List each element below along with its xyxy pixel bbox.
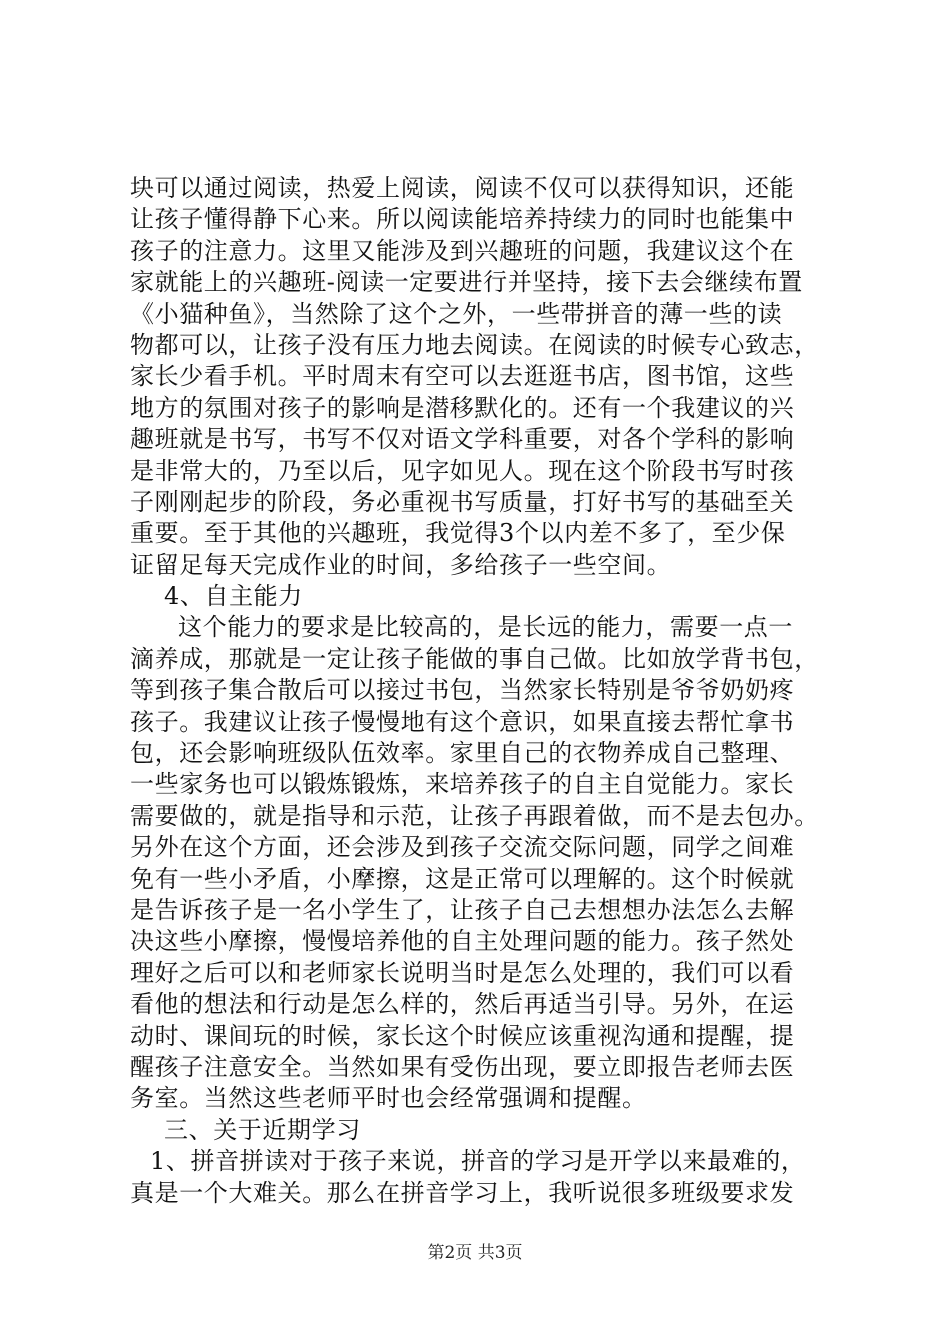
text-line: 家就能上的兴趣班-阅读一定要进行并坚持，接下去会继续布置: [130, 268, 803, 297]
text-line: 这个能力的要求是比较高的，是长远的能力，需要一点一: [178, 613, 793, 642]
text-line: 证留足每天完成作业的时间，多给孩子一些空间。: [130, 550, 672, 579]
text-line: 家长少看手机。平时周末有空可以去逛逛书店，图书馆，这些: [130, 362, 795, 391]
text-line: 地方的氛围对孩子的影响是潜移默化的。还有一个我建议的兴: [130, 393, 795, 422]
text-line: 孩子。我建议让孩子慢慢地有这个意识，如果直接去帮忙拿书: [130, 707, 795, 736]
text-line: 务室。当然这些老师平时也会经常强调和提醒。: [130, 1084, 647, 1113]
text-line: 包，还会影响班级队伍效率。家里自己的衣物养成自己整理、: [130, 739, 795, 768]
text-line: 另外在这个方面，还会涉及到孩子交流交际问题，同学之间难: [130, 833, 795, 862]
text-line: 等到孩子集合散后可以接过书包，当然家长特别是爷爷奶奶疼: [130, 676, 795, 705]
section-heading: 三、关于近期学习: [164, 1115, 361, 1144]
text-line: 需要做的，就是指导和示范，让孩子再跟着做，而不是去包办。: [130, 801, 819, 830]
text-line: 一些家务也可以锻炼锻炼，来培养孩子的自主自觉能力。家长: [130, 770, 795, 799]
text-line: 孩子的注意力。这里又能涉及到兴趣班的问题，我建议这个在: [130, 236, 795, 265]
text-line: 子刚刚起步的阶段，务必重视书写质量，打好书写的基础至关: [130, 487, 795, 516]
text-line: 醒孩子注意安全。当然如果有受伤出现，要立即报告老师去医: [130, 1052, 795, 1081]
page-number-footer: 第2页 共3页: [427, 1243, 523, 1263]
document-body: [130, 173, 850, 1209]
text-line: 看他的想法和行动是怎么样的，然后再适当引导。另外，在运: [130, 990, 795, 1019]
text-line: 是非常大的，乃至以后，见字如见人。现在这个阶段书写时孩: [130, 456, 795, 485]
text-line: 决这些小摩擦，慢慢培养他的自主处理问题的能力。孩子然处: [130, 927, 795, 956]
text-line: 《小猫种鱼》，当然除了这个之外，一些带拼音的薄一些的读: [130, 299, 783, 328]
text-line: 动时、课间玩的时候，家长这个时候应该重视沟通和提醒，提: [130, 1021, 795, 1050]
text-line: 趣班就是书写，书写不仅对语文学科重要，对各个学科的影响: [130, 425, 795, 454]
text-line: 1、拼音拼读对于孩子来说，拼音的学习是开学以来最难的，: [150, 1147, 806, 1176]
section-heading: 4、自主能力: [164, 582, 303, 611]
text-line: 理好之后可以和老师家长说明当时是怎么处理的，我们可以看: [130, 958, 795, 987]
text-line: 是告诉孩子是一名小学生了，让孩子自己去想想办法怎么去解: [130, 895, 795, 924]
text-line: 块可以通过阅读，热爱上阅读，阅读不仅可以获得知识，还能: [130, 174, 795, 202]
text-line: 让孩子懂得静下心来。所以阅读能培养持续力的同时也能集中: [130, 205, 795, 234]
text-line: 免有一些小矛盾，小摩擦，这是正常可以理解的。这个时候就: [130, 864, 795, 893]
text-line: 真是一个大难关。那么在拼音学习上，我听说很多班级要求发: [130, 1178, 795, 1207]
text-line: 物都可以，让孩子没有压力地去阅读。在阅读的时候专心致志，: [130, 330, 819, 359]
text-line: 滴养成，那就是一定让孩子能做的事自己做。比如放学背书包，: [130, 644, 819, 673]
text-line: 重要。至于其他的兴趣班，我觉得3个以内差不多了，至少保: [130, 519, 786, 548]
